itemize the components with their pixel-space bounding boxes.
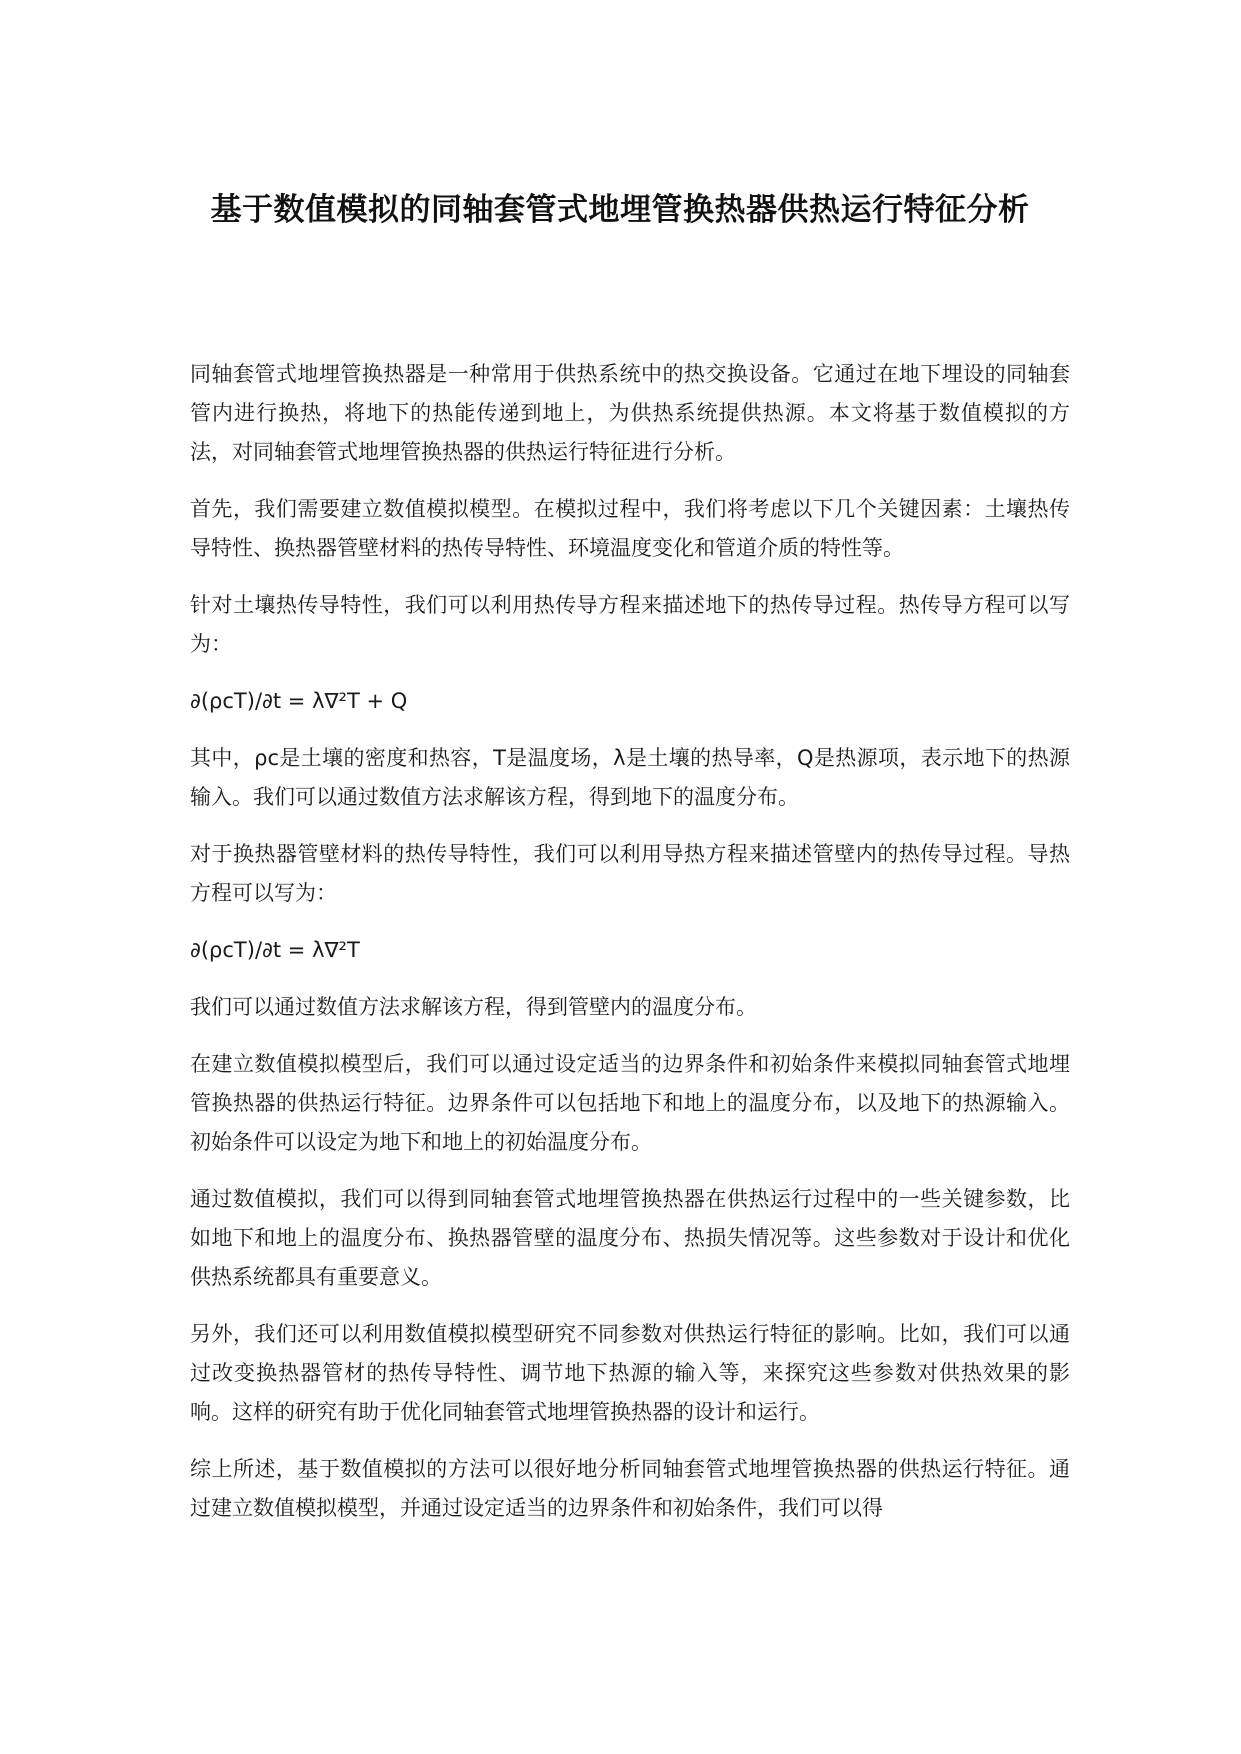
document-body [190, 355, 1070, 1546]
paragraph-soil-conduction: 针对土壤热传导特性，我们可以利用热传导方程来描述地下的热传导过程。热传导方程可以写为： [190, 593, 1070, 656]
paragraph-pipe-wall: 对于换热器管壁材料的热传导特性，我们可以利用导热方程来描述管壁内的热传导过程。导热方程可以写为： [190, 842, 1070, 905]
paragraph-parameter-study: 另外，我们还可以利用数值模拟模型研究不同参数对供热运行特征的影响。比如，我们可以通过改变换热器管材的热传导特性、调节地下热源的输入等，来探究这些参数对供热效果的影响。这样的研究有助于优化同轴套管式地埋管换热器的设计和运行。 [190, 1322, 1070, 1424]
document-title: 基于数值模拟的同轴套管式地埋管换热器供热运行特征分析 [210, 192, 1030, 228]
paragraph-soil-variables: 其中，ρc是土壤的密度和热容，T是温度场，λ是土壤的热导率，Q是热源项，表示地下的热源输入。我们可以通过数值方法求解该方程，得到地下的温度分布。 [190, 746, 1070, 809]
equation-pipe-wall-heat: ∂(ρcT)/∂t = λ∇²T [190, 938, 360, 962]
paragraph-conclusion: 综上所述，基于数值模拟的方法可以很好地分析同轴套管式地埋管换热器的供热运行特征。通过建立数值模拟模型，并通过设定适当的边界条件和初始条件，我们可以得 [190, 1457, 1070, 1520]
paragraph-key-parameters: 通过数值模拟，我们可以得到同轴套管式地埋管换热器在供热运行过程中的一些关键参数，比如地下和地上的温度分布、换热器管壁的温度分布、热损失情况等。这些参数对于设计和优化供热系统都具有重要意义。 [190, 1187, 1070, 1289]
paragraph-pipe-solution: 我们可以通过数值方法求解该方程，得到管壁内的温度分布。 [190, 995, 757, 1019]
equation-soil-heat: ∂(ρcT)/∂t = λ∇²T + Q [190, 689, 408, 713]
paragraph-boundary-conditions: 在建立数值模拟模型后，我们可以通过设定适当的边界条件和初始条件来模拟同轴套管式地埋管换热器的供热运行特征。边界条件可以包括地下和地上的温度分布，以及地下的热源输入。初始条件可以设定为地下和地上的初始温度分布。 [190, 1052, 1070, 1154]
paragraph-model-setup: 首先，我们需要建立数值模拟模型。在模拟过程中，我们将考虑以下几个关键因素：土壤热传导特性、换热器管壁材料的热传导特性、环境温度变化和管道介质的特性等。 [190, 497, 1070, 560]
paragraph-intro: 同轴套管式地埋管换热器是一种常用于供热系统中的热交换设备。它通过在地下埋设的同轴套管内进行换热，将地下的热能传递到地上，为供热系统提供热源。本文将基于数值模拟的方法，对同轴套管式地埋管换热器的供热运行特征进行分析。 [190, 362, 1070, 464]
